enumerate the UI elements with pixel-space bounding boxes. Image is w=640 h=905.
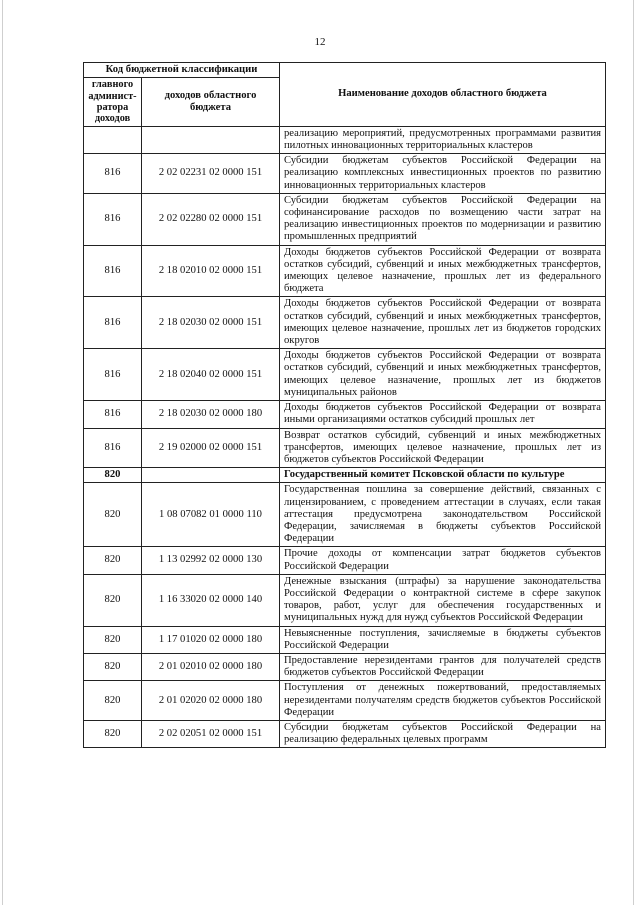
- table-row: [84, 720, 606, 747]
- admin-cell: 816: [84, 297, 142, 349]
- admin-cell: 820: [84, 483, 142, 547]
- table-row: [84, 126, 606, 153]
- name-cell: Денежные взыскания (штрафы) за нарушение законодательства Российской Федерации о контрактной системе в сфере закупок товаров, работ, услуг для обеспечения государственных и муниципальных нужд для нужд субъектов Российской Федерации: [280, 574, 606, 626]
- table-row: [84, 401, 606, 428]
- name-cell: Субсидии бюджетам субъектов Российской Федерации на софинансирование расходов по возмещению части затрат на реализацию инвестиционных проектов по модернизации и развитию промышленных предприятий: [280, 193, 606, 245]
- admin-cell: [84, 126, 142, 153]
- name-cell: Поступления от денежных пожертвований, предоставляемых нерезидентами получателям средств бюджетов субъектов Российской Федерации: [280, 681, 606, 721]
- name-cell: Возврат остатков субсидий, субвенций и иных межбюджетных трансфертов, имеющих целевое назначение, прошлых лет из бюджетов субъектов Российской Федерации: [280, 428, 606, 468]
- code-cell: 1 08 07082 01 0000 110: [142, 483, 280, 547]
- admin-cell: 820: [84, 653, 142, 680]
- admin-cell: 816: [84, 401, 142, 428]
- admin-cell: 820: [84, 720, 142, 747]
- name-cell: Доходы бюджетов субъектов Российской Федерации от возврата иными организациями остатков субсидий прошлых лет: [280, 401, 606, 428]
- name-cell: Доходы бюджетов субъектов Российской Федерации от возврата остатков субсидий, субвенций и иных межбюджетных трансфертов, имеющих целевое назначение, прошлых лет из федерального бюджета: [280, 245, 606, 297]
- header-code-group: Код бюджетной классификации: [84, 63, 280, 78]
- table-row: [84, 483, 606, 547]
- name-cell: Доходы бюджетов субъектов Российской Федерации от возврата остатков субсидий, субвенций и иных межбюджетных трансфертов, имеющих целевое назначение, прошлых лет из бюджетов городских округов: [280, 297, 606, 349]
- budget-classification-table: [83, 62, 606, 748]
- code-cell: 2 01 02020 02 0000 180: [142, 681, 280, 721]
- name-cell: Государственный комитет Псковской области по культуре: [280, 468, 606, 483]
- name-cell: Предоставление нерезидентами грантов для получателей средств бюджетов субъектов Российской Федерации: [280, 653, 606, 680]
- page-number: 12: [314, 36, 326, 48]
- admin-cell: 816: [84, 349, 142, 401]
- admin-cell: 820: [84, 681, 142, 721]
- code-cell: [142, 468, 280, 483]
- name-cell: реализацию мероприятий, предусмотренных программами развития пилотных инновационных территориальных кластеров: [280, 126, 606, 153]
- header-name: Наименование доходов областного бюджета: [280, 63, 606, 127]
- code-cell: 1 13 02992 02 0000 130: [142, 547, 280, 574]
- code-cell: 1 16 33020 02 0000 140: [142, 574, 280, 626]
- code-cell: 2 18 02010 02 0000 151: [142, 245, 280, 297]
- admin-cell: 820: [84, 574, 142, 626]
- name-cell: Невыясненные поступления, зачисляемые в бюджеты субъектов Российской Федерации: [280, 626, 606, 653]
- table-row: [84, 681, 606, 721]
- code-cell: 2 19 02000 02 0000 151: [142, 428, 280, 468]
- admin-cell: 820: [84, 468, 142, 483]
- admin-cell: 820: [84, 626, 142, 653]
- header-admin: главного админист-ратора доходов: [84, 78, 142, 127]
- table-row: [84, 574, 606, 626]
- table-body: [84, 126, 606, 748]
- table-header: [84, 63, 606, 127]
- table-row: [84, 297, 606, 349]
- table-row: [84, 653, 606, 680]
- code-cell: 2 18 02040 02 0000 151: [142, 349, 280, 401]
- name-cell: Субсидии бюджетам субъектов Российской Федерации на реализацию комплексных инвестиционных проектов по развитию инновационных территориальных кластеров: [280, 154, 606, 194]
- code-cell: 2 01 02010 02 0000 180: [142, 653, 280, 680]
- header-row-group: [84, 63, 606, 78]
- code-cell: 2 02 02051 02 0000 151: [142, 720, 280, 747]
- table-row: [84, 245, 606, 297]
- code-cell: 2 18 02030 02 0000 180: [142, 401, 280, 428]
- admin-cell: 816: [84, 154, 142, 194]
- admin-cell: 816: [84, 193, 142, 245]
- table-row: [84, 193, 606, 245]
- table-row: [84, 349, 606, 401]
- code-cell: [142, 126, 280, 153]
- table-row: [84, 626, 606, 653]
- code-cell: 2 02 02280 02 0000 151: [142, 193, 280, 245]
- code-cell: 2 02 02231 02 0000 151: [142, 154, 280, 194]
- admin-cell: 816: [84, 428, 142, 468]
- name-cell: Доходы бюджетов субъектов Российской Федерации от возврата остатков субсидий, субвенций и иных межбюджетных трансфертов, имеющих целевое назначение, прошлых лет из бюджетов муниципальных районов: [280, 349, 606, 401]
- table-row: [84, 547, 606, 574]
- name-cell: Субсидии бюджетам субъектов Российской Федерации на реализацию федеральных целевых программ: [280, 720, 606, 747]
- table-row: [84, 468, 606, 483]
- table-row: [84, 154, 606, 194]
- admin-cell: 820: [84, 547, 142, 574]
- code-cell: 1 17 01020 02 0000 180: [142, 626, 280, 653]
- name-cell: Прочие доходы от компенсации затрат бюджетов субъектов Российской Федерации: [280, 547, 606, 574]
- admin-cell: 816: [84, 245, 142, 297]
- table-row: [84, 428, 606, 468]
- scan-edge-left: [2, 0, 3, 905]
- name-cell: Государственная пошлина за совершение действий, связанных с лицензированием, с проведением аттестации в случаях, если такая аттестация предусмотрена законодательством Российской Федерации, зачисляемая в бюджеты субъектов Российской Федерации: [280, 483, 606, 547]
- scan-edge-right: [633, 0, 634, 905]
- code-cell: 2 18 02030 02 0000 151: [142, 297, 280, 349]
- header-code: доходов областного бюджета: [142, 78, 280, 127]
